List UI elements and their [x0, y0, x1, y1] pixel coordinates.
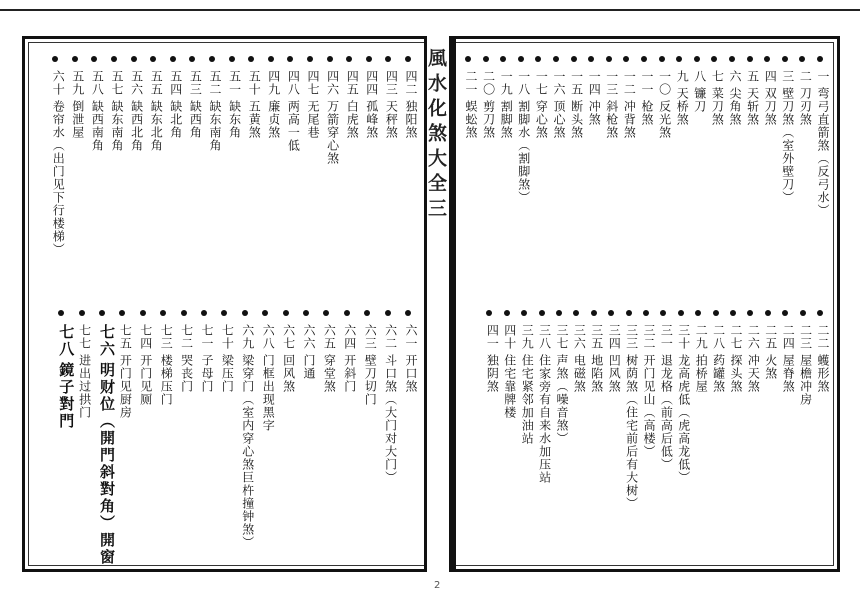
- item-text: 开斜门: [342, 354, 357, 393]
- item-text: 地陷煞: [589, 354, 604, 393]
- item-number: 四三: [384, 70, 399, 96]
- list-item: [278, 324, 296, 393]
- item-text: 进出过拱门: [77, 354, 92, 419]
- list-item: [513, 70, 531, 204]
- list-item: [601, 70, 619, 139]
- list-item: [777, 324, 795, 393]
- list-item: [204, 70, 222, 152]
- bullet-dot: [678, 310, 684, 316]
- item-number: 二四: [781, 324, 796, 350]
- bullet-dot: [643, 310, 649, 316]
- list-item: [155, 324, 173, 406]
- list-item: [176, 324, 194, 393]
- item-number: 一一: [640, 70, 654, 96]
- list-item: [795, 324, 813, 406]
- list-item: [257, 324, 275, 432]
- list-item: [708, 324, 726, 393]
- item-text: 药罐煞: [711, 354, 726, 393]
- item-number: 六三: [363, 324, 378, 350]
- item-text: 两高一低: [286, 100, 301, 152]
- list-item: [224, 70, 242, 139]
- item-text: 开门见山（高楼）: [642, 354, 656, 458]
- list-item: [742, 324, 760, 393]
- list-item: [618, 70, 636, 139]
- item-text: 独阳煞: [404, 100, 418, 139]
- item-number: 六四: [342, 324, 357, 350]
- item-number: 四七: [306, 70, 320, 96]
- item-number: 五七: [110, 70, 124, 96]
- item-number: 五八: [90, 70, 105, 96]
- list-item: [638, 324, 656, 458]
- bullet-dot: [201, 310, 207, 316]
- item-number: 一三: [604, 70, 619, 96]
- bullet-dot: [465, 56, 471, 62]
- item-number: 二三: [798, 324, 813, 350]
- item-text: 壁刀切门: [363, 354, 378, 406]
- list-item: [530, 70, 548, 139]
- bullet-dot: [303, 310, 309, 316]
- item-text: 明财位（開門斜對角）開窗: [98, 362, 116, 566]
- item-text: 缺东北角: [149, 100, 164, 152]
- bullet-dot: [79, 310, 85, 316]
- list-item: [478, 70, 496, 139]
- item-text: 屋脊煞: [781, 354, 796, 393]
- list-item: [742, 70, 760, 126]
- item-number: 五一: [227, 70, 242, 96]
- list-item: [655, 324, 673, 471]
- item-number: 四二: [404, 70, 418, 96]
- bullet-dot: [405, 56, 411, 62]
- item-number: 四八: [286, 70, 301, 96]
- item-text: 屋檐冲房: [798, 354, 813, 406]
- bullet-dot: [694, 56, 700, 62]
- item-number: 三二: [642, 324, 656, 350]
- bullet-dot: [626, 310, 632, 316]
- item-number: 一〇: [657, 70, 672, 96]
- list-item: [673, 324, 691, 484]
- bullet-dot: [140, 310, 146, 316]
- item-number: 二八: [711, 324, 726, 350]
- bullet-dot: [283, 310, 289, 316]
- bullet-dot: [591, 310, 597, 316]
- list-item: [534, 324, 552, 484]
- item-number: 四四: [364, 70, 379, 96]
- item-number: 三: [780, 70, 795, 83]
- item-number: 四五: [345, 70, 360, 96]
- bullet-dot: [518, 56, 524, 62]
- item-number: 七四: [138, 324, 153, 350]
- list-item: [380, 70, 398, 139]
- item-number: 二九: [694, 324, 709, 350]
- list-item: [777, 70, 795, 204]
- bullet-dot: [571, 56, 577, 62]
- item-text: 无尾巷: [306, 100, 320, 139]
- item-number: 六: [728, 70, 742, 83]
- item-text: 鏡子對門: [57, 362, 76, 430]
- item-number: 四九: [266, 70, 281, 96]
- item-number: 四六: [325, 70, 340, 96]
- list-item: [654, 70, 672, 139]
- list-item: [400, 324, 418, 393]
- item-number: 二六: [746, 324, 761, 350]
- item-number: 二: [798, 70, 813, 83]
- item-text: 缺东南角: [208, 100, 222, 152]
- item-number: 七七: [77, 324, 92, 350]
- bullet-dot: [747, 56, 753, 62]
- list-item: [400, 70, 418, 139]
- item-number: 五: [745, 70, 760, 83]
- item-text: 斗口煞（大门对大门）: [383, 354, 398, 484]
- list-item: [196, 324, 214, 393]
- item-number: 一四: [587, 70, 602, 96]
- item-number: 六七: [281, 324, 296, 350]
- item-number: 一五: [569, 70, 584, 96]
- list-item: [566, 70, 584, 139]
- list-item: [86, 70, 104, 152]
- list-item: [53, 324, 76, 430]
- list-item: [74, 324, 92, 419]
- item-text: 梁压门: [220, 354, 235, 393]
- item-text: 缺西角: [188, 100, 203, 139]
- item-number: 三五: [589, 324, 604, 350]
- item-number: 七十: [220, 324, 235, 350]
- item-number: 四十: [502, 324, 517, 350]
- item-text: 反光煞: [657, 100, 672, 139]
- item-text: 倒泄屋: [70, 100, 85, 139]
- list-item: [67, 70, 85, 139]
- item-number: 三一: [659, 324, 674, 350]
- item-text: 弯弓直箭煞（反弓水）: [816, 87, 830, 217]
- bullet-dot: [131, 56, 137, 62]
- item-text: 回风煞: [281, 354, 296, 393]
- list-item: [760, 324, 778, 380]
- spine-title: 風水化煞大全三: [425, 48, 447, 223]
- item-number: 二五: [763, 324, 778, 350]
- list-item: [298, 324, 316, 380]
- item-text: 冲煞: [587, 100, 602, 126]
- item-number: 一: [816, 70, 830, 83]
- item-number: 七一: [200, 324, 214, 350]
- list-item: [114, 324, 132, 419]
- bullet-dot: [641, 56, 647, 62]
- item-text: 声煞（噪音煞）: [555, 354, 569, 445]
- bullet-dot: [307, 56, 313, 62]
- item-number: 七八: [57, 324, 76, 358]
- item-text: 梁穿门（室内穿心煞巨杵撞钟煞）: [240, 354, 255, 549]
- list-item: [586, 324, 604, 393]
- list-item: [671, 70, 689, 126]
- item-text: 镰刀: [692, 87, 707, 113]
- item-text: 双刀煞: [763, 87, 778, 126]
- item-number: 五九: [70, 70, 85, 96]
- bullet-dot: [405, 310, 411, 316]
- bullet-dot: [553, 56, 559, 62]
- bullet-dot: [659, 56, 665, 62]
- item-text: 蜈蚣煞: [464, 100, 478, 139]
- item-text: 凹风煞: [607, 354, 622, 393]
- bullet-dot: [539, 310, 545, 316]
- bullet-dot: [366, 56, 372, 62]
- item-number: 五二: [208, 70, 222, 96]
- item-number: 六五: [322, 324, 337, 350]
- list-item: [636, 70, 654, 126]
- item-number: 二七: [729, 324, 743, 350]
- item-number: 二〇: [481, 70, 496, 96]
- item-number: 七三: [159, 324, 174, 350]
- bullet-dot: [817, 56, 823, 62]
- bullet-dot: [504, 310, 510, 316]
- bullet-dot: [99, 310, 105, 316]
- bullet-dot: [713, 310, 719, 316]
- item-text: 五黄煞: [247, 100, 262, 139]
- item-text: 壁刀煞（室外壁刀）: [780, 87, 795, 204]
- item-number: 三四: [607, 324, 622, 350]
- item-text: 割脚煞: [499, 100, 514, 139]
- item-text: 白虎煞: [345, 100, 360, 139]
- list-item: [145, 70, 163, 152]
- list-item: [759, 70, 777, 126]
- item-number: 六十: [51, 70, 66, 96]
- list-item: [812, 324, 830, 393]
- item-number: 三六: [572, 324, 587, 350]
- item-text: 割脚水（割脚煞）: [516, 100, 531, 204]
- item-text: 电磁煞: [572, 354, 587, 393]
- list-item: [165, 70, 183, 139]
- item-number: 四一: [485, 324, 500, 350]
- item-text: 住家旁有自来水加压站: [537, 354, 552, 484]
- bullet-dot: [606, 56, 612, 62]
- item-text: 断头煞: [569, 100, 584, 139]
- item-text: 缺西南角: [90, 100, 105, 152]
- item-text: 开门见厨房: [118, 354, 133, 419]
- list-item: [106, 70, 124, 152]
- bullet-dot: [170, 56, 176, 62]
- list-item: [690, 324, 708, 393]
- list-item: [341, 70, 359, 139]
- item-text: 天桥煞: [675, 87, 690, 126]
- item-text: 冲天煞: [746, 354, 761, 393]
- list-item: [724, 70, 742, 126]
- item-number: 六六: [302, 324, 316, 350]
- bullet-dot: [765, 310, 771, 316]
- item-text: 枪煞: [640, 100, 654, 126]
- item-text: 住宅紧邻加油站: [520, 354, 535, 445]
- bullet-dot: [111, 56, 117, 62]
- item-number: 二二: [816, 324, 830, 350]
- list-item: [689, 70, 707, 113]
- item-text: 缺西北角: [129, 100, 144, 152]
- item-number: 三三: [624, 324, 639, 350]
- page-number: 2: [434, 580, 441, 591]
- list-item: [499, 324, 517, 419]
- bullet-dot: [72, 56, 78, 62]
- item-number: 七: [710, 70, 725, 83]
- item-text: 住宅靠牌楼: [502, 354, 517, 419]
- item-text: 退龙格（前高后低）: [659, 354, 674, 471]
- item-text: 蠖形煞: [816, 354, 830, 393]
- bullet-dot: [209, 56, 215, 62]
- item-number: 五四: [168, 70, 183, 96]
- item-number: 三十: [676, 324, 691, 350]
- item-number: 六一: [404, 324, 418, 350]
- bullet-dot: [483, 56, 489, 62]
- item-number: 四: [763, 70, 778, 83]
- item-number: 八: [692, 70, 707, 83]
- bullet-dot: [181, 310, 187, 316]
- item-number: 一六: [552, 70, 566, 96]
- item-number: 五十: [247, 70, 262, 96]
- item-text: 穿堂煞: [322, 354, 337, 393]
- list-item: [318, 324, 336, 393]
- list-item: [322, 70, 340, 165]
- item-text: 开门见厕: [138, 354, 153, 406]
- list-item: [282, 70, 300, 152]
- item-number: 六八: [261, 324, 276, 350]
- item-number: 三九: [520, 324, 535, 350]
- item-text: 独阴煞: [485, 354, 500, 393]
- item-text: 树荫煞（住宅前后有大树）: [624, 354, 639, 510]
- item-number: 七二: [179, 324, 194, 350]
- item-text: 楼梯压门: [159, 354, 174, 406]
- bullet-dot: [385, 310, 391, 316]
- item-number: 五三: [188, 70, 203, 96]
- list-item: [243, 70, 261, 139]
- item-number: 三八: [537, 324, 552, 350]
- item-number: 六二: [383, 324, 398, 350]
- list-item: [263, 70, 281, 139]
- item-number: 七六: [98, 324, 116, 358]
- item-text: 刀刃煞: [798, 87, 813, 126]
- list-item: [548, 70, 566, 139]
- list-item: [380, 324, 398, 484]
- bullet-dot: [229, 56, 235, 62]
- item-text: 尖角煞: [728, 87, 742, 126]
- item-text: 斜枪煞: [604, 100, 619, 139]
- item-text: 冲背煞: [622, 100, 637, 139]
- item-text: 哭丧门: [179, 354, 194, 393]
- list-item: [237, 324, 255, 549]
- item-text: 门框出现黑字: [261, 354, 276, 432]
- list-item: [184, 70, 202, 139]
- item-text: 顶心煞: [552, 100, 566, 139]
- item-number: 一二: [622, 70, 637, 96]
- list-item: [551, 324, 569, 445]
- list-item: [135, 324, 153, 406]
- item-text: 天秤煞: [384, 100, 399, 139]
- list-item: [603, 324, 621, 393]
- item-text: 缺东角: [227, 100, 242, 139]
- item-number: 六九: [240, 324, 255, 350]
- list-item: [339, 324, 357, 393]
- item-number: 二一: [464, 70, 478, 96]
- list-item: [216, 324, 234, 393]
- item-text: 缺北角: [168, 100, 183, 139]
- item-number: 五五: [149, 70, 164, 96]
- item-text: 拍桥屋: [694, 354, 709, 393]
- item-text: 开口煞: [404, 354, 418, 393]
- bullet-dot: [268, 56, 274, 62]
- bullet-dot: [344, 310, 350, 316]
- list-item: [495, 70, 513, 139]
- item-text: 孤峰煞: [364, 100, 379, 139]
- list-item: [516, 324, 534, 445]
- list-item: [706, 70, 724, 126]
- list-item: [812, 70, 830, 217]
- item-text: 穿心煞: [534, 100, 549, 139]
- bullet-dot: [817, 310, 823, 316]
- item-text: 菜刀煞: [710, 87, 725, 126]
- item-number: 九: [675, 70, 690, 83]
- item-number: 一八: [516, 70, 531, 96]
- item-number: 一九: [499, 70, 514, 96]
- list-item: [583, 70, 601, 126]
- list-item: [725, 324, 743, 393]
- bullet-dot: [800, 310, 806, 316]
- item-text: 天斩煞: [745, 87, 760, 126]
- bullet-dot: [729, 56, 735, 62]
- item-text: 卷帘水（出门见下行楼梯）: [51, 100, 66, 256]
- item-text: 火煞: [763, 354, 778, 380]
- item-number: 五六: [129, 70, 144, 96]
- item-text: 廉贞煞: [266, 100, 281, 139]
- list-item: [481, 324, 499, 393]
- list-item: [794, 70, 812, 126]
- list-item: [126, 70, 144, 152]
- item-number: 一七: [534, 70, 549, 96]
- item-text: 探头煞: [729, 354, 743, 393]
- list-item: [47, 70, 65, 256]
- bullet-dot: [782, 56, 788, 62]
- list-item: [94, 324, 114, 566]
- item-text: 剪刀煞: [481, 100, 496, 139]
- item-text: 门通: [302, 354, 316, 380]
- list-item: [460, 70, 478, 139]
- item-number: 七五: [118, 324, 133, 350]
- list-item: [568, 324, 586, 393]
- list-item: [621, 324, 639, 510]
- bullet-dot: [556, 310, 562, 316]
- top-rule: [0, 9, 860, 11]
- list-item: [359, 324, 377, 406]
- item-text: 子母门: [200, 354, 214, 393]
- list-item: [302, 70, 320, 139]
- item-text: 缺东南角: [110, 100, 124, 152]
- bullet-dot: [730, 310, 736, 316]
- item-text: 万箭穿心煞: [325, 100, 340, 165]
- bullet-dot: [242, 310, 248, 316]
- bullet-dot: [327, 56, 333, 62]
- item-number: 三七: [555, 324, 569, 350]
- item-text: 龙高虎低（虎高龙低）: [676, 354, 691, 484]
- list-item: [361, 70, 379, 139]
